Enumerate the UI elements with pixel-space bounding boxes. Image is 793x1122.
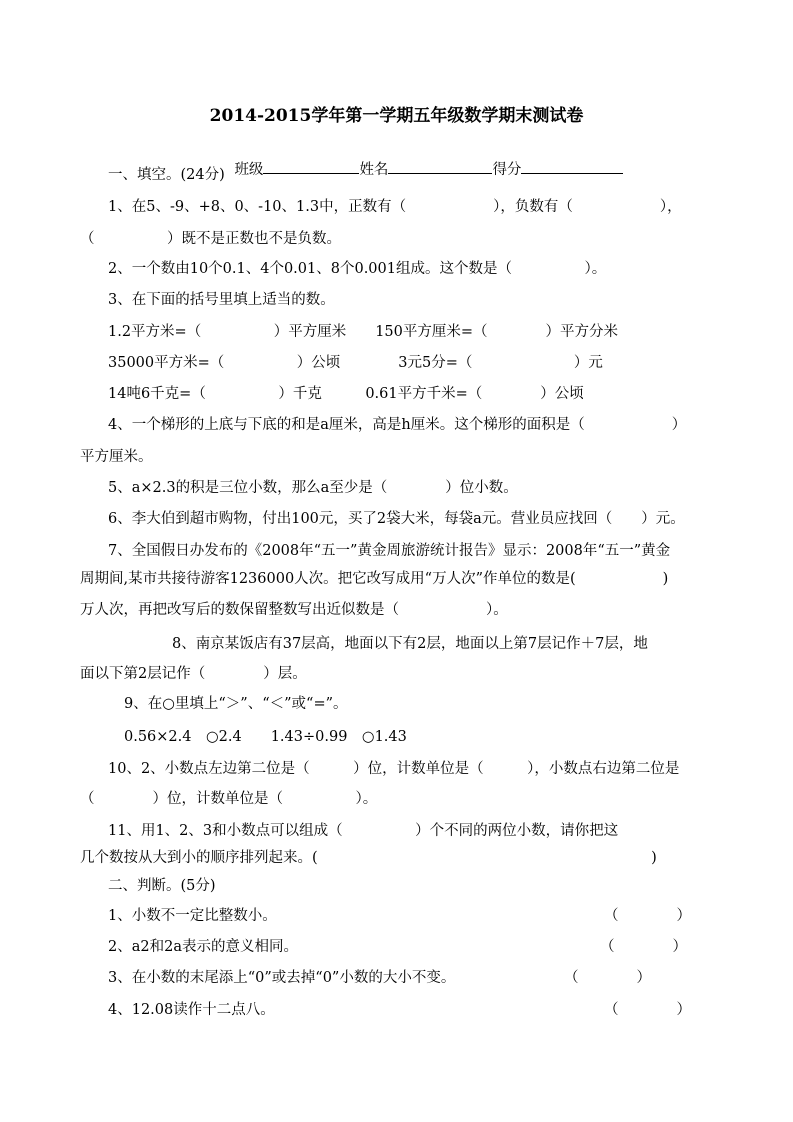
- score-blank[interactable]: [521, 159, 623, 174]
- judge-question-2: 2、a2和2a表示的意义相同。: [108, 939, 298, 955]
- judge-bracket-4[interactable]: （ ）: [604, 1002, 691, 1018]
- question-line: 9、在○里填上“＞”、“＜”或“=”。: [124, 696, 348, 712]
- name-blank[interactable]: [388, 159, 492, 174]
- exam-title: 2014-2015学年第一学期五年级数学期末测试卷: [209, 106, 584, 126]
- judge-bracket-1[interactable]: （ ）: [604, 908, 691, 924]
- question-line: 35000平方米=（ ）公顷 3元5分=（ ）元: [108, 355, 603, 371]
- question-line: 几个数按从大到小的顺序排列起来。( ): [80, 850, 657, 866]
- question-line: 8、南京某饭店有37层高，地面以下有2层，地面以上第7层记作＋7层，地: [172, 636, 648, 652]
- score-label: 得分: [492, 162, 522, 178]
- question-line: 1、在5、-9、+8、0、-10、1.3中，正数有（ ），负数有（ ），: [108, 199, 682, 215]
- question-line: 14吨6千克=（ ）千克 0.61平方千米=（ ）公顷: [108, 386, 584, 402]
- question-line: 面以下第2层记作（ ）层。: [80, 666, 307, 682]
- question-line: 万人次，再把改写后的数保留整数写出近似数是（ ）。: [80, 602, 508, 618]
- question-line: 6、李大伯到超市购物，付出100元，买了2袋大米，每袋a元。营业员应找回（ ）元。: [108, 511, 685, 527]
- class-label: 班级: [234, 162, 264, 178]
- question-line: （ ）既不是正数也不是负数。: [80, 231, 341, 247]
- question-line: 0.56×2.4 ○2.4 1.43÷0.99 ○1.43: [124, 729, 407, 745]
- question-line: 5、a×2.3的积是三位小数，那么a至少是（ ）位小数。: [108, 480, 518, 496]
- student-info-row: [216, 139, 623, 200]
- judge-question-4: 4、12.08读作十二点八。: [108, 1002, 275, 1018]
- question-line: 平方厘米。: [80, 449, 153, 465]
- question-line: 7、全国假日办发布的《2008年“五一”黄金周旅游统计报告》显示：2008年“五一”黄金: [108, 543, 671, 559]
- section-fill-heading: 一、填空。(24分): [108, 167, 225, 183]
- question-line: 2、一个数由10个0.1、4个0.01、8个0.001组成。这个数是（ ）。: [108, 261, 607, 277]
- judge-bracket-2[interactable]: （ ）: [600, 939, 687, 955]
- question-line: 3、在下面的括号里填上适当的数。: [108, 292, 335, 308]
- question-line: 10、2、小数点左边第二位是（ ）位，计数单位是（ ），小数点右边第二位是: [108, 761, 680, 777]
- class-blank[interactable]: [263, 159, 359, 174]
- judge-bracket-3[interactable]: （ ）: [564, 970, 651, 986]
- name-label: 姓名: [359, 162, 389, 178]
- question-line: （ ）位，计数单位是（ ）。: [80, 791, 378, 807]
- section-judge-heading: 二、判断。(5分): [108, 878, 216, 894]
- question-line: 1.2平方米=（ ）平方厘米 150平方厘米=（ ）平方分米: [108, 324, 619, 340]
- question-line: 4、一个梯形的上底与下底的和是a厘米，高是h厘米。这个梯形的面积是（ ）: [108, 417, 687, 433]
- question-line: 11、用1、2、3和小数点可以组成（ ）个不同的两位小数，请你把这: [108, 823, 619, 839]
- judge-question-1: 1、小数不一定比整数小。: [108, 908, 277, 924]
- judge-question-3: 3、在小数的末尾添上“0”或去掉“0”小数的大小不变。: [108, 970, 456, 986]
- question-line: 周期间,某市共接待游客1236000人次。把它改写成用“万人次”作单位的数是( ): [80, 571, 669, 587]
